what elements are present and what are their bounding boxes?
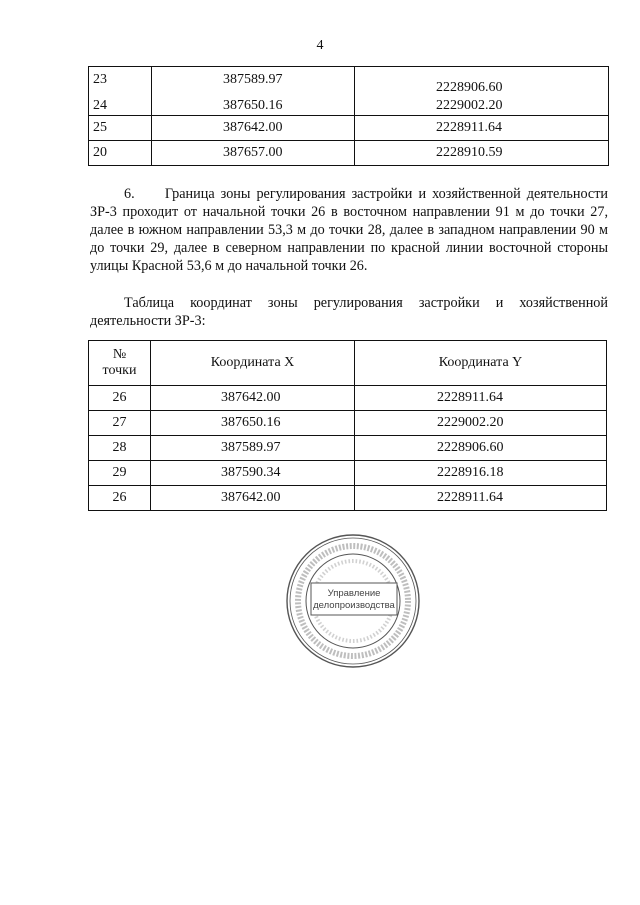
table-row bbox=[89, 67, 609, 116]
coordinate-y-cell bbox=[355, 67, 609, 116]
header-point-number bbox=[89, 341, 151, 386]
coordinate-x: 387642.00 bbox=[152, 116, 355, 141]
table-caption: Таблица координат зоны регулирования застройки и хозяйственной деятельности ЗР-3: bbox=[90, 295, 608, 329]
official-stamp bbox=[285, 533, 421, 669]
coordinate-y: 2228906.60 bbox=[355, 436, 607, 461]
table-row bbox=[89, 436, 607, 461]
coordinate-x: 387650.16 bbox=[223, 98, 283, 113]
header-point-word: точки bbox=[102, 363, 137, 378]
coordinate-y: 2228916.18 bbox=[355, 461, 607, 486]
coordinate-y: 2228911.64 bbox=[355, 486, 607, 511]
point-number: 23 bbox=[93, 72, 107, 87]
coordinate-y: 2228911.64 bbox=[355, 386, 607, 411]
table-row bbox=[89, 411, 607, 436]
coordinate-y: 2228910.59 bbox=[355, 141, 609, 166]
table-row bbox=[89, 486, 607, 511]
point-number: 25 bbox=[89, 116, 152, 141]
coordinate-x: 387642.00 bbox=[151, 386, 355, 411]
point-number: 24 bbox=[93, 98, 107, 113]
header-coordinate-y: Координата Y bbox=[355, 341, 607, 386]
table-row bbox=[89, 386, 607, 411]
header-coordinate-x: Координата X bbox=[151, 341, 355, 386]
coordinate-x: 387650.16 bbox=[151, 411, 355, 436]
point-number: 26 bbox=[89, 486, 151, 511]
table-row bbox=[89, 141, 609, 166]
coordinate-x: 387589.97 bbox=[151, 436, 355, 461]
table-row bbox=[89, 461, 607, 486]
stamp-center-line2: делопроизводства bbox=[313, 600, 395, 611]
coordinates-table-continued bbox=[88, 66, 609, 166]
coordinate-x-cell bbox=[152, 67, 355, 116]
coordinate-y: 2229002.20 bbox=[355, 411, 607, 436]
point-number: 29 bbox=[89, 461, 151, 486]
coordinate-x: 387589.97 bbox=[223, 72, 283, 87]
table-row bbox=[89, 116, 609, 141]
coordinate-y: 2229002.20 bbox=[436, 98, 503, 113]
paragraph-6: 6. Граница зоны регулирования застройки и хозяйственной деятельности ЗР-3 проходит от начальной точки 26 в восточном направлении 91 м до точки 27, далее в южном направлении 53,3 м до точки 28, далее в западном направлении 90 м до точки 29, далее в северном направлении по красной линии восточной стороны улицы Красной 53,6 м до начальной точки 26. bbox=[90, 186, 608, 274]
coordinate-x: 387590.34 bbox=[151, 461, 355, 486]
coordinate-x: 387657.00 bbox=[152, 141, 355, 166]
page-number: 4 bbox=[316, 38, 324, 53]
point-number: 26 bbox=[89, 386, 151, 411]
coordinate-y: 2228906.60 bbox=[436, 80, 503, 95]
coordinate-y: 2228911.64 bbox=[355, 116, 609, 141]
coordinates-table-zr3 bbox=[88, 340, 607, 511]
stamp-seal-icon bbox=[285, 533, 421, 669]
table-header-row bbox=[89, 341, 607, 386]
coordinate-x: 387642.00 bbox=[151, 486, 355, 511]
point-number: 28 bbox=[89, 436, 151, 461]
point-number-cell bbox=[89, 67, 152, 116]
header-number-sign: № bbox=[112, 347, 127, 362]
point-number: 20 bbox=[89, 141, 152, 166]
point-number: 27 bbox=[89, 411, 151, 436]
stamp-center-line1: Управление bbox=[327, 588, 381, 599]
